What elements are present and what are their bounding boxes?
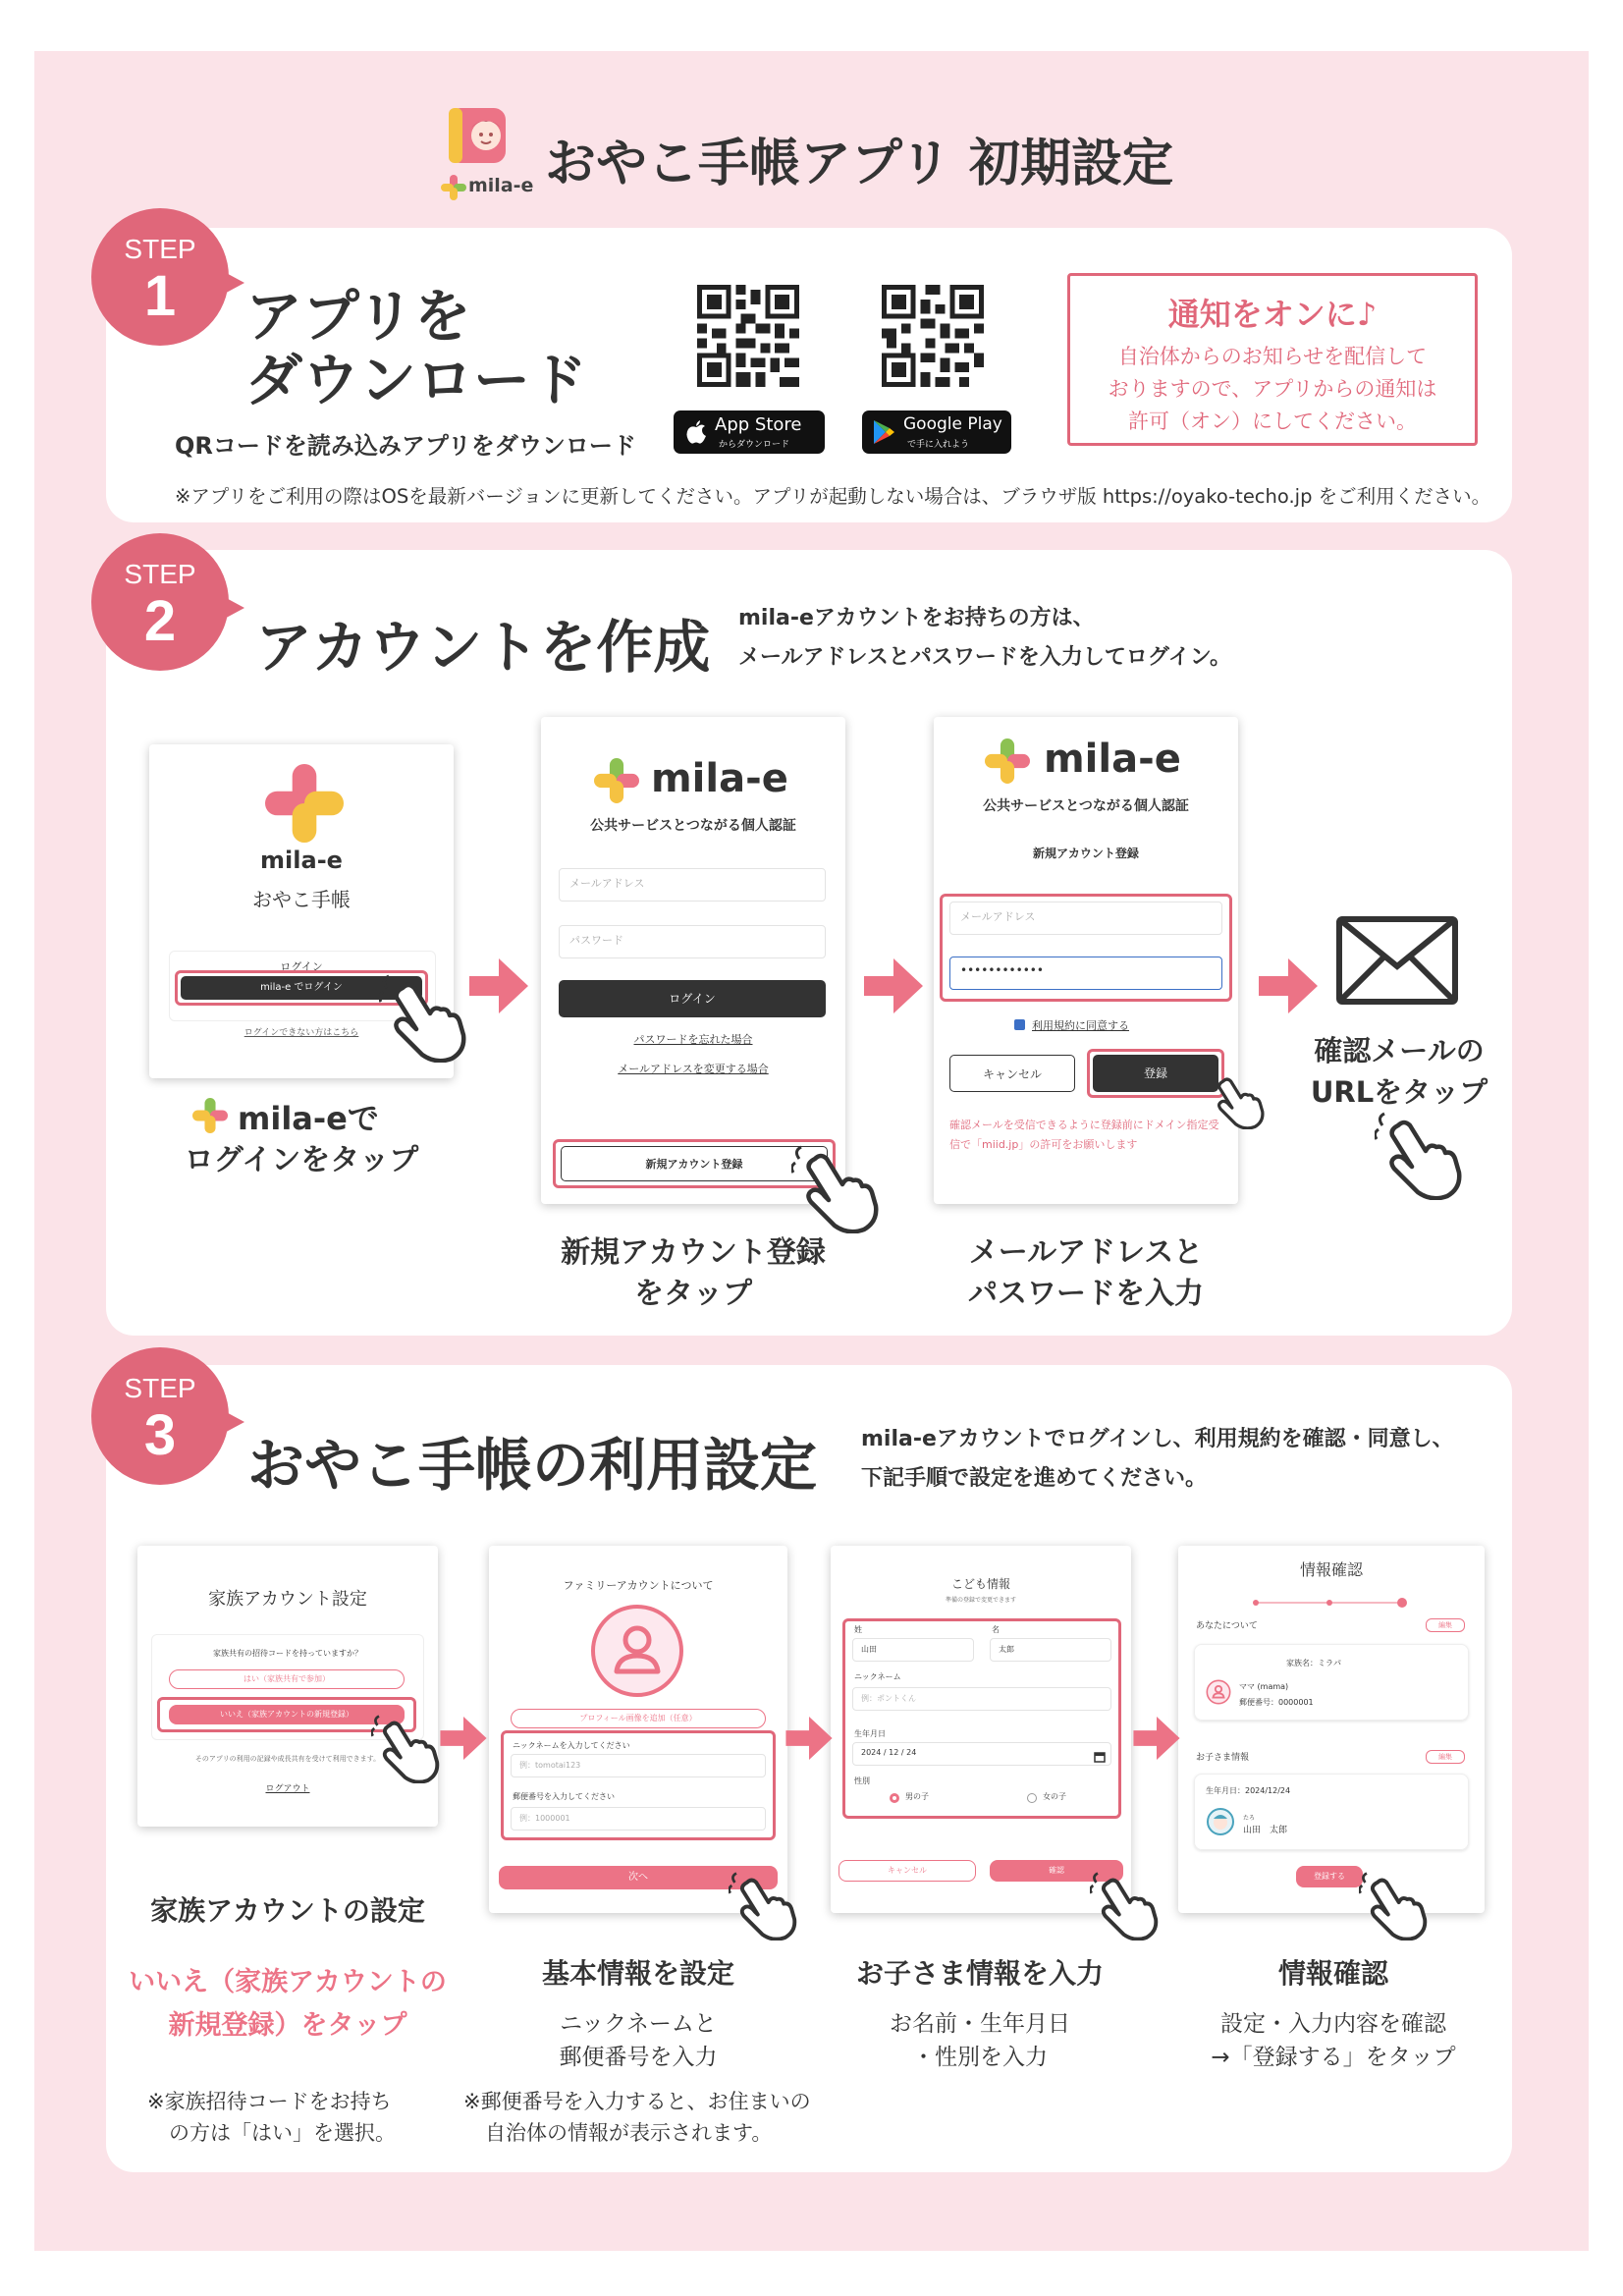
birthdate-text: 生年月日：2024/12/24 [1206, 1786, 1291, 1795]
progress-dots [1251, 1593, 1408, 1603]
google-play-main-text: Google Play [903, 414, 1002, 434]
page-title: おやこ手帳アプリ 初期設定 [545, 135, 1174, 193]
column-title: 家族アカウントの設定 [150, 1894, 425, 1927]
header [447, 106, 1183, 204]
column-highlight: いいえ（家族アカウントの [129, 1967, 447, 1997]
step3-badge [91, 1347, 229, 1485]
brand-text: mila-e [1044, 737, 1181, 782]
column-note: ※郵便番号を入力すると、お住まいの [463, 2090, 811, 2113]
field-label: ニックネーム [854, 1672, 901, 1681]
gender-female-label: 女の子 [1043, 1792, 1066, 1801]
invite-question: 家族共有の招待コードを持っていますか？ [213, 1649, 362, 1658]
section-heading: お子さま情報 [1196, 1753, 1250, 1763]
caption: パスワードを入力 [968, 1277, 1204, 1311]
tap-hand-icon [729, 1872, 799, 1941]
mila-e-logo-icon [192, 1098, 228, 1133]
cancel-button[interactable]: キャンセル [949, 1055, 1075, 1092]
column-title: お子さま情報を入力 [855, 1957, 1104, 1990]
first-name-field[interactable]: 太郎 [990, 1638, 1111, 1662]
terms-checkbox[interactable] [1014, 1019, 1025, 1030]
birthdate-field[interactable]: 2024 / 12 / 24 [852, 1742, 1111, 1766]
family-name-text: 家族名：ミラパ [1286, 1659, 1341, 1667]
screen-title: 情報確認 [1299, 1560, 1363, 1579]
postal-code-text: 郵便番号：0000001 [1239, 1698, 1314, 1707]
field-label: 生年月日 [854, 1729, 886, 1738]
note-text: そのアプリの利用の記録や成長共有を受けて利用できます。 [194, 1755, 381, 1763]
step1-subtitle: QRコードを読み込みアプリをダウンロード [175, 432, 636, 460]
notice-title: 通知をオンに♪ [1167, 296, 1378, 333]
step-label: STEP [124, 234, 196, 264]
step3-desc-line1: mila-eアカウントでログインし、利用規約を確認・同意し、 [861, 1427, 1454, 1451]
avatar-icon[interactable] [589, 1603, 685, 1699]
postal-code-field[interactable]: 例：1000001 [511, 1807, 766, 1831]
step2-desc-line1: mila-eアカウントをお持ちの方は、 [738, 606, 1095, 630]
avatar-icon [1206, 1679, 1231, 1705]
email-field[interactable]: メールアドレス [559, 868, 826, 902]
tagline: 公共サービスとつながる個人認証 [983, 798, 1189, 814]
next-button[interactable]: 次へ [499, 1866, 778, 1889]
new-account-button[interactable]: 新規アカウント登録 [561, 1146, 828, 1181]
step-label: STEP [124, 559, 196, 589]
field-label: 名 [992, 1625, 1000, 1634]
edit-button[interactable]: 編集 [1426, 1750, 1465, 1764]
column-note: ※家族招待コードをお持ち [147, 2090, 392, 2113]
step1-title-line1: アプリを [245, 283, 471, 350]
cant-login-link[interactable]: ログインできない方はこちら [243, 1028, 359, 1038]
step1-footnote: ※アプリをご利用の際はOSを最新バージョンに更新してください。アプリが起動しない場合は、ブラウザ版 https://oyako-techo.jp をご利用ください。 [175, 485, 1491, 508]
tap-hand-icon [1359, 1872, 1430, 1941]
register-button[interactable]: 登録 [1093, 1055, 1218, 1092]
cancel-button[interactable]: キャンセル [839, 1860, 976, 1882]
field-label: 姓 [854, 1625, 862, 1634]
tagline: 公共サービスとつながる個人認証 [590, 818, 796, 834]
arrow-right-icon [1259, 958, 1318, 1017]
app-store-badge[interactable] [674, 410, 825, 454]
logout-link[interactable]: ログアウト [265, 1784, 310, 1794]
column-note: 自治体の情報が表示されます。 [485, 2121, 773, 2145]
forgot-password-link[interactable]: パスワードを忘れた場合 [633, 1033, 753, 1046]
step3-desc-line2: 下記手順で設定を進めてください。 [861, 1466, 1208, 1491]
column-title: 情報確認 [1277, 1957, 1388, 1990]
caption: URLをタップ [1310, 1075, 1488, 1109]
tap-hand-icon [379, 974, 469, 1063]
caption: mila-eで [238, 1100, 379, 1137]
notice-line: 許可（オン）にしてください。 [1128, 410, 1417, 433]
edit-button[interactable]: 編集 [1426, 1618, 1465, 1632]
field-label: ニックネームを入力してください [513, 1741, 630, 1750]
yes-button[interactable]: はい（家族共有で参加） [169, 1669, 405, 1689]
parent-name: ママ (mama) [1239, 1682, 1289, 1691]
child-avatar-icon [1206, 1807, 1235, 1836]
caption: をタップ [634, 1277, 752, 1311]
tap-hand-icon [1375, 1112, 1465, 1200]
screen-confirm-info [1178, 1546, 1485, 1913]
login-label: ログイン [280, 960, 323, 973]
highlight-box [501, 1730, 776, 1840]
email-field[interactable]: メールアドレス [949, 902, 1222, 935]
password-field[interactable]: パスワード [559, 925, 826, 958]
tap-hand-icon [791, 1145, 882, 1233]
caption: 新規アカウント登録 [561, 1235, 826, 1270]
tap-hand-icon [1090, 1872, 1161, 1941]
screen-mila-e-auth [541, 717, 845, 1204]
arrow-right-icon [1133, 1717, 1180, 1764]
tap-hand-icon [1208, 1072, 1267, 1129]
app-store-main-text: App Store [715, 414, 802, 435]
screen-new-account [934, 717, 1238, 1204]
step2-desc-line2: メールアドレスとパスワードを入力してログイン。 [738, 645, 1232, 670]
brand-text: mila-e [260, 847, 343, 874]
step3-title: おやこ手帳の利用設定 [247, 1432, 818, 1499]
screen-child-info [831, 1546, 1131, 1913]
password-field[interactable]: •••••••••••• [949, 957, 1222, 990]
login-button[interactable]: ログイン [559, 980, 826, 1017]
step1-title-line2: ダウンロード [245, 347, 588, 413]
last-name-field[interactable]: 山田 [852, 1638, 974, 1662]
highlight-box [842, 1618, 1121, 1819]
child-kana: たろ [1243, 1815, 1256, 1822]
column-highlight: 新規登録）をタップ [168, 2010, 407, 2041]
register-button[interactable]: 登録する [1296, 1866, 1363, 1887]
app-store-sub-text: からダウンロード [719, 440, 790, 450]
google-play-sub-text: で手に入れよう [907, 440, 970, 450]
notification-notice [1067, 273, 1478, 446]
no-button[interactable]: いいえ（家族アカウントの新規登録） [169, 1705, 405, 1724]
arrow-right-icon [785, 1717, 833, 1764]
caption: ログインをタップ [184, 1143, 419, 1177]
tap-hand-icon [371, 1715, 442, 1783]
highlight-box [1087, 1049, 1224, 1098]
screen-family-account [137, 1546, 438, 1827]
step2-title: アカウントを作成 [255, 614, 711, 681]
gender-male-label: 男の子 [905, 1792, 929, 1801]
screen-title: ファミリーアカウントについて [563, 1579, 714, 1592]
column-desc: 設定・入力内容を確認 [1220, 2011, 1446, 2037]
add-photo-button[interactable]: プロフィール画像を追加（任意） [511, 1709, 766, 1728]
child-nickname-field[interactable]: 例：ポントくん [852, 1687, 1111, 1711]
notice-line: おりますので、アプリからの通知は [1108, 377, 1437, 401]
screen-title: こども情報 [950, 1577, 1010, 1591]
column-desc: →「登録する」をタップ [1211, 2045, 1456, 2070]
field-label: 性別 [854, 1777, 870, 1785]
caption: 確認メールの [1314, 1034, 1485, 1067]
screen-title: 家族アカウント設定 [208, 1589, 367, 1610]
qr-code-icon[interactable] [882, 285, 984, 387]
arrow-right-icon [864, 958, 923, 1017]
mila-e-logo-icon [985, 738, 1030, 784]
highlight-box [940, 894, 1232, 1002]
step1-badge [91, 208, 229, 346]
step-number: 3 [143, 1403, 177, 1467]
arrow-right-icon [469, 958, 528, 1017]
change-email-link[interactable]: メールアドレスを変更する場合 [618, 1063, 769, 1075]
step-label: STEP [124, 1373, 196, 1403]
step-number: 1 [143, 264, 177, 328]
app-icon [447, 106, 515, 169]
column-desc: 郵便番号を入力 [559, 2045, 718, 2070]
caption: メールアドレスと [968, 1235, 1204, 1270]
step2-badge [91, 533, 229, 671]
confirm-button[interactable]: 確認 [990, 1860, 1123, 1882]
field-label: 郵便番号を入力してください [513, 1792, 615, 1801]
mila-e-logo-icon [594, 758, 639, 803]
mila-e-login-button[interactable]: mila-e でログイン [181, 976, 422, 1000]
domain-warning: 確認メールを受信できるように登録前にドメイン指定受信で「miid.jp」の許可をお願いします [949, 1119, 1219, 1151]
column-desc: ニックネームと [560, 2011, 717, 2037]
header-logo-text: mila-e [468, 175, 534, 196]
column-note: の方は「はい」を選択。 [169, 2121, 396, 2145]
screen-subtitle: 準備の登録で変更できます [945, 1597, 1016, 1604]
step-number: 2 [143, 589, 177, 653]
google-play-badge[interactable] [862, 410, 1011, 454]
mila-e-logo-icon [265, 764, 344, 843]
section-heading: あなたについて [1196, 1621, 1258, 1631]
envelope-icon [1335, 915, 1459, 1006]
form-heading: 新規アカウント登録 [1033, 847, 1139, 860]
child-name: 山田 太郎 [1243, 1826, 1288, 1835]
arrow-right-icon [440, 1717, 487, 1764]
app-name: おやこ手帳 [252, 888, 351, 911]
notice-line: 自治体からのお知らせを配信して [1117, 345, 1428, 368]
column-desc: ・性別を入力 [912, 2045, 1048, 2070]
terms-label[interactable]: 利用規約に同意する [1032, 1019, 1129, 1032]
brand-text: mila-e [651, 756, 788, 801]
mila-e-logo-icon [441, 175, 466, 200]
google-play-icon [872, 419, 895, 445]
column-desc: お名前・生年月日 [890, 2011, 1070, 2037]
parent-info-card [1194, 1644, 1469, 1721]
screen-basic-info [489, 1546, 787, 1913]
qr-code-icon[interactable] [697, 285, 799, 387]
column-title: 基本情報を設定 [541, 1957, 734, 1990]
nickname-field[interactable]: 例：tomotai123 [511, 1754, 766, 1777]
apple-icon [685, 419, 707, 445]
